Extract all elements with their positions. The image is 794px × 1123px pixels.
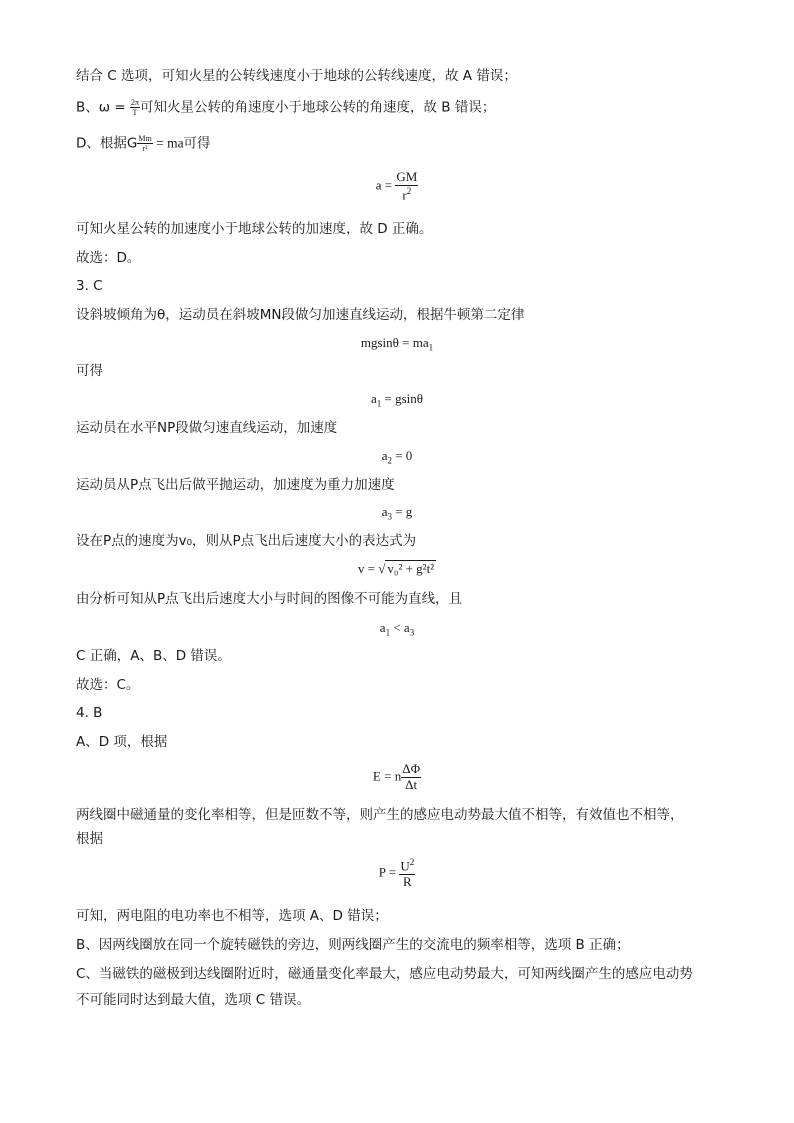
eq-text: = g	[391, 504, 413, 519]
text-line: 不可能同时达到最大值，选项 C 错误。	[76, 992, 311, 1008]
eq-text: = 0	[391, 448, 413, 463]
eq-base: r	[402, 187, 407, 203]
text-line: C、当磁铁的磁极到达线圈附近时，磁通量变化率最大，感应电动势最大，可知两线圈产生的感应电动势	[76, 966, 693, 982]
fraction-denominator: Δt	[405, 776, 418, 792]
text-line: 两线圈中磁通量的变化率相等，但是匝数不等，则产生的感应电动势最大值不相等，有效值也不相等，	[76, 807, 684, 823]
text-line: B、因两线圈放在同一个旋转磁铁的旁边，则两线圈产生的交流电的频率相等，选项 B 正确；	[76, 937, 630, 953]
fraction	[130, 98, 140, 117]
eq-subscript: 1	[428, 342, 434, 353]
text-line: 可知火星公转的加速度小于地球公转的加速度，故 D 正确。	[76, 221, 433, 237]
text-line: 运动员在水平NP段做匀速直线运动，加速度	[76, 420, 338, 436]
eq-subscript: 3	[387, 511, 392, 522]
eq-base: U	[400, 858, 410, 874]
equation	[0, 335, 794, 353]
equation	[0, 762, 794, 793]
text: 可知火星公转的角速度小于地球公转的角速度，故 B 错误；	[140, 99, 496, 116]
eq-text: a	[379, 620, 386, 635]
text: B、ω =	[76, 99, 130, 116]
text-line: 设斜坡倾角为θ，运动员在斜坡MN段做匀加速直线运动，根据牛顿第二定律	[76, 307, 525, 323]
fraction-numerator: Mm	[138, 134, 152, 143]
fraction-numerator: ΔΦ	[402, 761, 421, 776]
eq-text: a	[381, 448, 388, 463]
fraction-numerator	[399, 857, 415, 875]
fraction	[401, 762, 421, 793]
text: = ma可得	[152, 135, 211, 151]
equation	[0, 620, 794, 638]
text-line: 结合 C 选项，可知火星的公转线速度小于地球的公转线速度，故 A 错误；	[76, 68, 517, 84]
equation	[0, 170, 794, 203]
equation	[0, 448, 794, 466]
text-line: 故选：C。	[76, 677, 140, 693]
eq-text: = gsin⁡θ	[381, 391, 423, 406]
equation	[0, 504, 794, 522]
eq-text: < a	[390, 620, 410, 635]
eq-text: a	[370, 391, 377, 406]
fraction	[395, 170, 418, 203]
fraction-denominator: T	[132, 108, 138, 118]
text-line-gravity	[76, 134, 211, 153]
question-number: 3. C	[76, 278, 103, 294]
text-line: 由分析可知从P点飞出后速度大小与时间的图像不可能为直线，且	[76, 591, 463, 607]
eq-lhs: E = n	[372, 768, 402, 784]
text-line: 运动员从P点飞出后做平抛运动，加速度为重力加速度	[76, 477, 395, 493]
fraction-denominator: R	[402, 874, 412, 890]
eq-subscript: 3	[409, 627, 415, 638]
fraction	[399, 857, 415, 890]
text-line-omega	[76, 98, 495, 117]
eq-lhs: a =	[375, 177, 396, 193]
eq-exponent: 2	[406, 185, 412, 196]
text-line: 可得	[76, 363, 103, 379]
equation	[0, 391, 794, 409]
fraction-numerator: 2π	[130, 98, 140, 107]
eq-lhs: P =	[378, 864, 400, 880]
eq-subscript: 1	[385, 627, 391, 638]
eq-text: v =	[357, 561, 379, 576]
radicand: v₀² + g²t²	[387, 561, 435, 576]
fraction-numerator: GM	[396, 169, 418, 184]
text-line: 设在P点的速度为v₀，则从P点飞出后速度大小的表达式为	[76, 533, 417, 549]
eq-text: a	[381, 504, 388, 519]
eq-subscript: 2	[387, 455, 392, 466]
fraction-denominator: r²	[142, 144, 148, 154]
equation: v = √ v₀² + g²t²	[357, 561, 435, 576]
text-line: C 正确，A、B、D 错误。	[76, 648, 231, 664]
eq-text: mgsin⁡θ = ma	[360, 335, 429, 350]
text-line: 可知，两电阻的电功率也不相等，选项 A、D 错误；	[76, 908, 388, 924]
text-line: 故选：D。	[76, 250, 141, 266]
eq-subscript: 1	[376, 398, 382, 409]
equation	[0, 857, 794, 890]
text: D、根据G	[76, 135, 138, 152]
fraction	[137, 134, 152, 153]
question-number: 4. B	[76, 705, 103, 721]
text-line: 根据	[76, 831, 103, 847]
eq-exponent: 2	[409, 857, 415, 867]
fraction-denominator	[395, 186, 418, 203]
text-line: A、D 项，根据	[76, 734, 168, 750]
